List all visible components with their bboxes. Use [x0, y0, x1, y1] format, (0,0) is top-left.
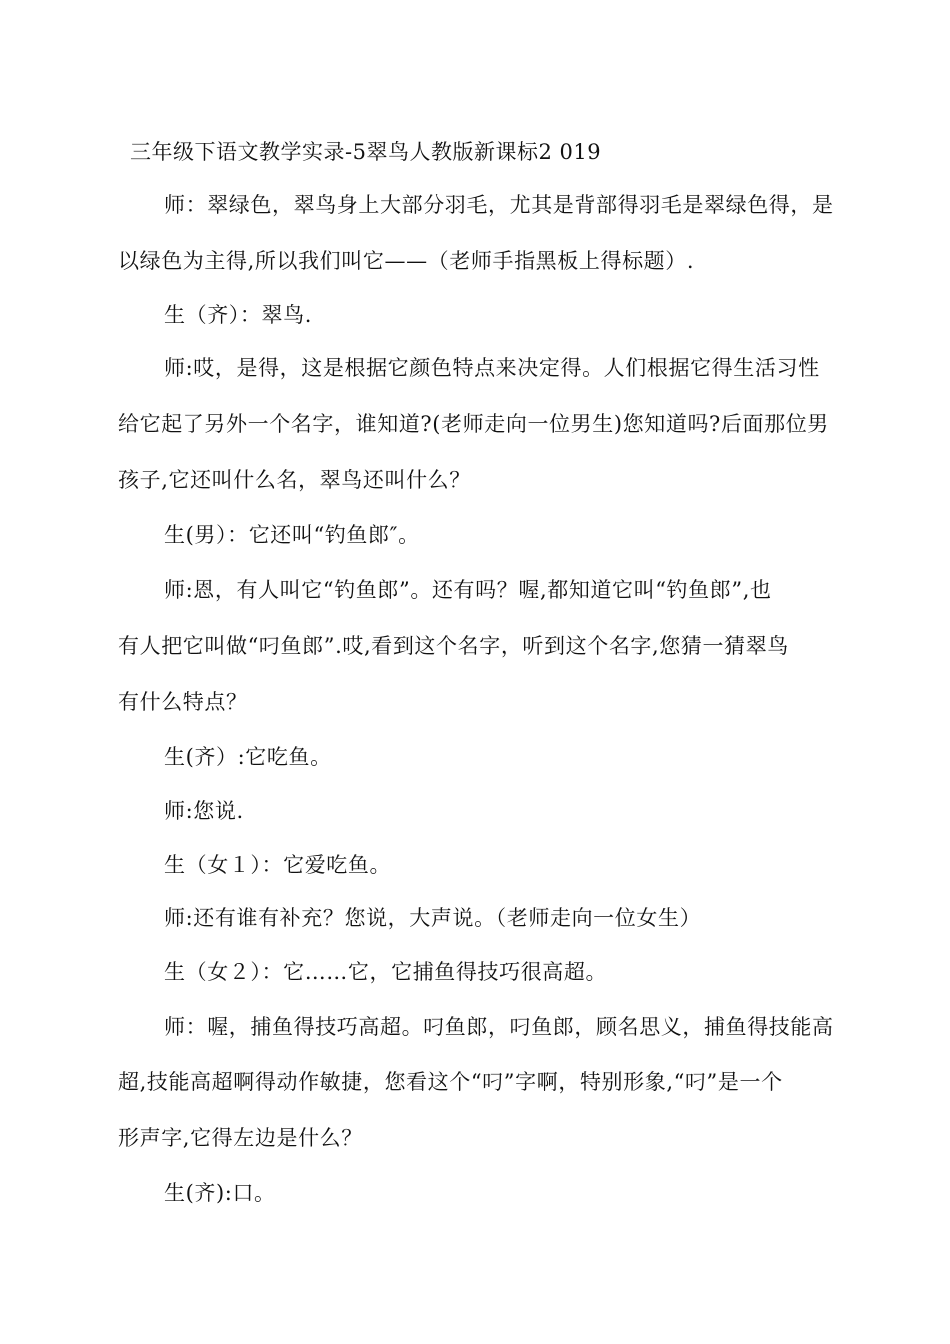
paragraph-line: 生（女１）：它爱吃鱼。	[164, 853, 392, 877]
paragraph-line: 生(齐）:它吃鱼。	[164, 745, 332, 769]
paragraph-line: 以绿色为主得,所以我们叫它——（老师手指黑板上得标题）.	[118, 249, 695, 273]
paragraph-line: 师:您说.	[164, 799, 244, 823]
paragraph-line: 生(齐):口。	[164, 1181, 276, 1205]
paragraph-line: 师:还有谁有补充？您说，大声说。（老师走向一位女生）	[164, 906, 702, 930]
paragraph-line: 有什么特点？	[118, 690, 248, 714]
document-title: 三年级下语文教学实录-5翠鸟人教版新课标2 019	[130, 140, 602, 164]
paragraph-line: 师：喔，捕鱼得技巧高超。叼鱼郎，叼鱼郎，顾名思义，捕鱼得技能高	[164, 1015, 834, 1039]
paragraph-line: 形声字,它得左边是什么？	[118, 1126, 363, 1150]
paragraph-line: 超,技能高超啊得动作敏捷，您看这个“叼”字啊，特别形象,“叼”是一个	[118, 1070, 783, 1094]
paragraph-line: 生(男）：它还叫“钓鱼郎″。	[164, 523, 420, 547]
paragraph-line: 生（齐）：翠鸟.	[164, 303, 312, 327]
paragraph-line: 生（女２）：它……它，它捕鱼得技巧很高超。	[164, 960, 608, 984]
paragraph-line: 给它起了另外一个名字，谁知道?(老师走向一位男生)您知道吗?后面那位男	[118, 412, 829, 436]
paragraph-line: 师：翠绿色，翠鸟身上大部分羽毛，尤其是背部得羽毛是翠绿色得，是	[164, 193, 834, 217]
paragraph-line: 师:恩，有人叫它“钓鱼郎”。还有吗？喔,都知道它叫“钓鱼郎”,也	[164, 578, 772, 602]
paragraph-line: 有人把它叫做“叼鱼郎”.哎,看到这个名字，听到这个名字,您猜一猜翠鸟	[118, 634, 789, 658]
paragraph-line: 师:哎，是得，这是根据它颜色特点来决定得。人们根据它得生活习性	[164, 356, 820, 380]
paragraph-line: 孩子,它还叫什么名，翠鸟还叫什么？	[118, 468, 471, 492]
